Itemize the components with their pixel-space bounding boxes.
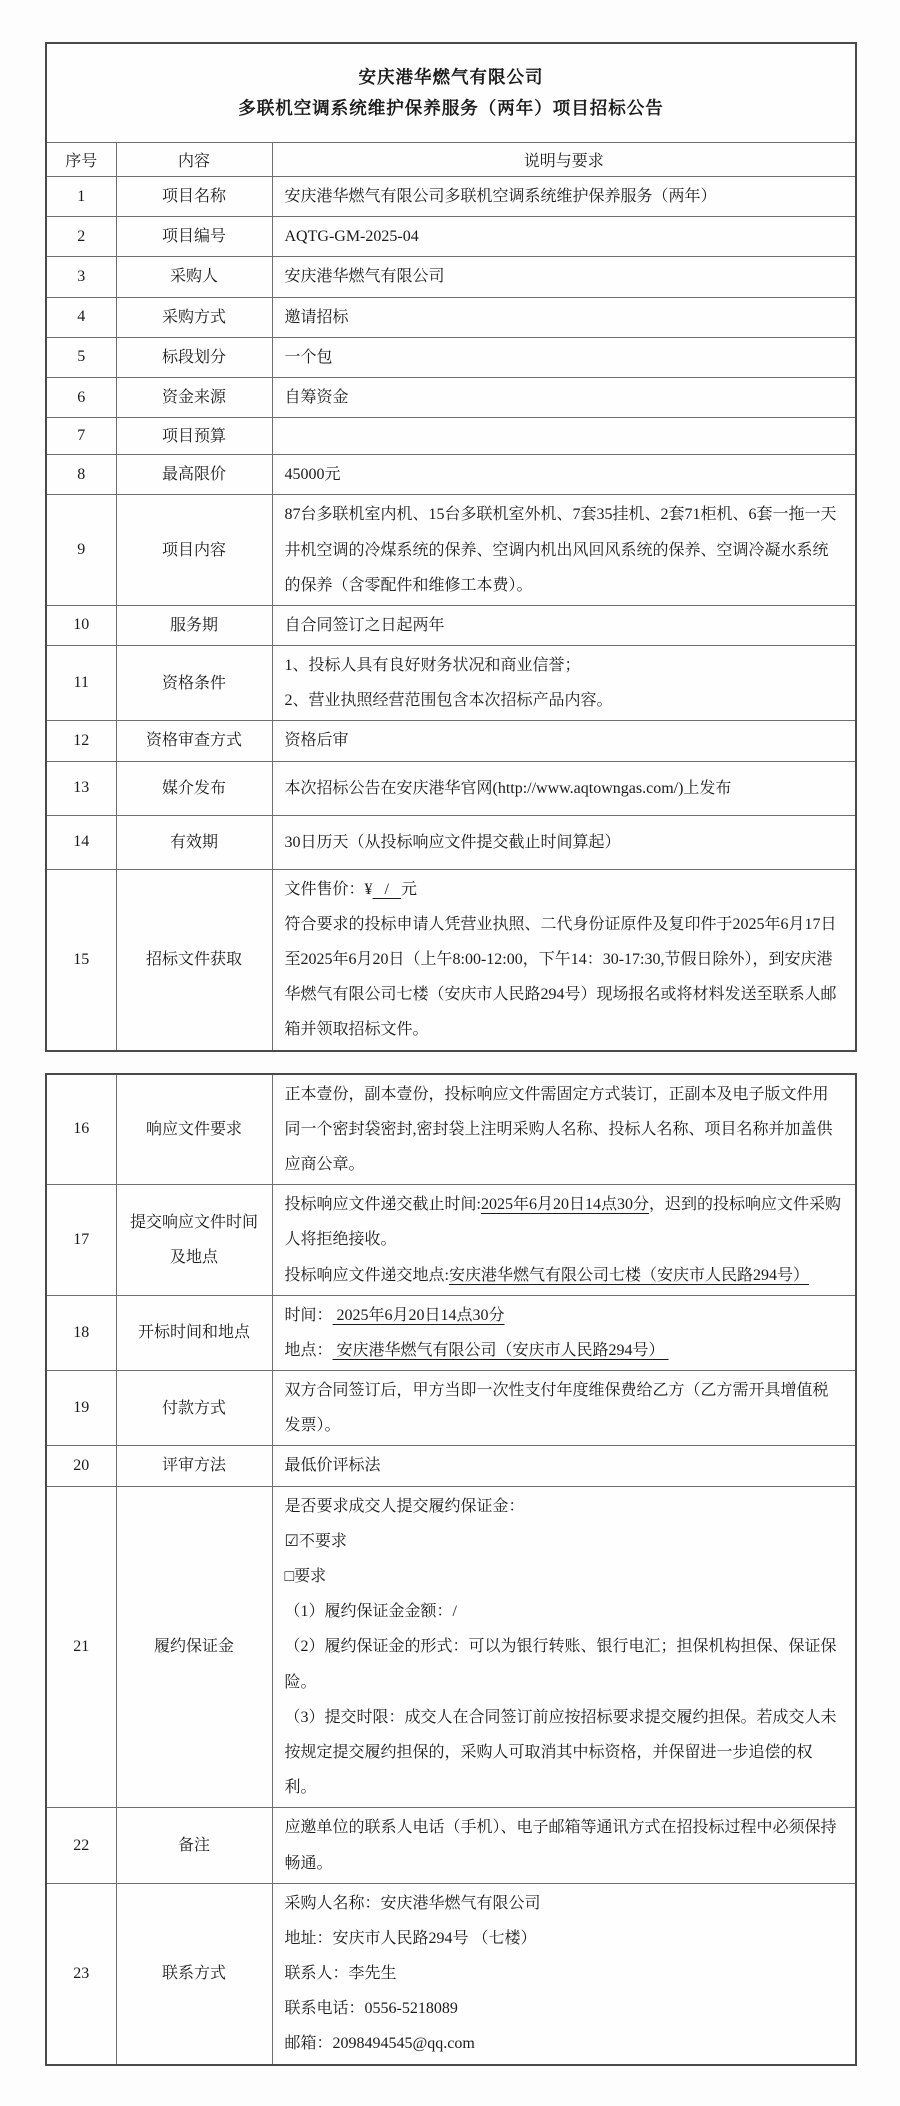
table-row: [46, 1446, 856, 1486]
open-time-line: [285, 1298, 844, 1333]
table-row: [46, 605, 856, 645]
doc-price-line: [285, 872, 844, 907]
row-desc: AQTG-GM-2025-04: [272, 217, 856, 257]
row-label: 资格条件: [116, 646, 272, 721]
row-number: 18: [46, 1295, 116, 1370]
row-label: 标段划分: [116, 337, 272, 377]
row-label: 服务期: [116, 605, 272, 645]
row-desc: 邀请招标: [272, 297, 856, 337]
row-number: 2: [46, 217, 116, 257]
row-desc: 本次招标公告在安庆港华官网(http://www.aqtowngas.com/)上发布: [272, 761, 856, 815]
row-number: 14: [46, 815, 116, 869]
row-label: 付款方式: [116, 1371, 272, 1446]
table-row: [46, 1486, 856, 1808]
row-desc: [272, 1295, 856, 1370]
table-row: [46, 257, 856, 297]
table-row: [46, 177, 856, 217]
contact-person-line: 联系人：李先生: [284, 1965, 397, 1983]
deadline-value: 2025年6月20日14点30分: [480, 1196, 649, 1214]
row-label: 备注: [116, 1808, 272, 1883]
row-label: 项目名称: [116, 177, 272, 217]
row-label: 开标时间和地点: [116, 1295, 272, 1370]
row-desc: [272, 869, 856, 1050]
row-number: 16: [46, 1074, 116, 1185]
row-number: 19: [46, 1371, 116, 1446]
table-row: [46, 217, 856, 257]
row-number: 7: [46, 418, 116, 455]
row-number: 22: [46, 1808, 116, 1883]
row-label: 响应文件要求: [116, 1074, 272, 1185]
announcement-table-continued: [45, 1073, 857, 2066]
guarantee-question: 是否要求成交人提交履约保证金：: [284, 1497, 525, 1515]
row-number: 4: [46, 297, 116, 337]
row-number: 15: [46, 869, 116, 1050]
row-label: 联系方式: [116, 1883, 272, 2064]
table-row: [46, 869, 856, 1050]
row-desc: 安庆港华燃气有限公司多联机空调系统维护保养服务（两年）: [272, 177, 856, 217]
checkbox-checked-icon: ☑: [284, 1532, 299, 1550]
table-row: [46, 721, 856, 761]
table-row: [46, 495, 856, 606]
desc-line: 符合要求的投标申请人凭营业执照、二代身份证原件及复印件于2025年6月17日至2025年6月20日（上午8:00-12:00，下午14：30-17:30,节假日除外），到安庆港华燃气有限公司七楼（安庆市人民路294号）现场报名或将材料发送至联系人邮箱并领取招标文件。: [284, 915, 837, 1039]
table-row: [46, 418, 856, 455]
contact-address-line: 地址：安庆市人民路294号 （七楼）: [284, 1929, 537, 1947]
guarantee-option-no-label: 不要求: [298, 1532, 347, 1550]
row-label: 项目预算: [116, 418, 272, 455]
row-desc: 正本壹份，副本壹份，投标响应文件需固定方式装订，正副本及电子版文件用同一个密封袋密封,密封袋上注明采购人名称、投标人名称、项目名称并加盖供应商公章。: [272, 1074, 856, 1185]
doc-subtitle: 多联机空调系统维护保养服务（两年）项目招标公告: [238, 98, 664, 118]
open-place-line: [285, 1333, 844, 1368]
contact-phone-line: 联系电话：0556-5218089: [284, 2000, 458, 2018]
row-desc: 双方合同签订后，甲方当即一次性支付年度维保费给乙方（乙方需开具增值税发票）。: [272, 1371, 856, 1446]
row-desc: 安庆港华燃气有限公司: [272, 257, 856, 297]
table-row: [46, 1371, 856, 1446]
row-label: 项目内容: [116, 495, 272, 606]
table-row: [46, 1883, 856, 2064]
deadline-label: 投标响应文件递交截止时间:: [284, 1196, 481, 1214]
row-label: 评审方法: [116, 1446, 272, 1486]
guarantee-option-yes-label: 要求: [294, 1568, 327, 1585]
guarantee-option-no: [285, 1524, 844, 1559]
row-label: 采购人: [116, 257, 272, 297]
row-desc: 自筹资金: [272, 377, 856, 417]
table-row: [46, 1808, 856, 1883]
table-row: [46, 455, 856, 495]
row-number: 23: [46, 1883, 116, 2064]
desc-line: 2、营业执照经营范围包含本次招标产品内容。: [284, 692, 613, 710]
row-label: 资格审查方式: [116, 721, 272, 761]
row-label: 招标文件获取: [116, 869, 272, 1050]
row-number: 6: [46, 377, 116, 417]
submit-place-line: [285, 1258, 844, 1293]
row-number: 9: [46, 495, 116, 606]
table-row: [46, 1295, 856, 1370]
guarantee-item: （3）提交时限：成交人在合同签订前应按招标要求提交履约担保。若成交人未按规定提交履约担保的，采购人可取消其中标资格，并保留进一步追偿的权利。: [284, 1708, 837, 1797]
doc-title: 安庆港华燃气有限公司: [358, 66, 544, 87]
row-label: 项目编号: [116, 217, 272, 257]
row-number: 13: [46, 761, 116, 815]
price-suffix: 元: [400, 880, 417, 898]
col-header-content: 内容: [116, 143, 272, 177]
row-desc: 45000元: [272, 455, 856, 495]
row-label: 媒介发布: [116, 761, 272, 815]
table-row: [46, 297, 856, 337]
row-desc: [272, 1486, 856, 1808]
row-number: 1: [46, 177, 116, 217]
col-header-no: 序号: [46, 143, 116, 177]
open-time-label: 时间：: [284, 1306, 333, 1324]
row-desc: [272, 646, 856, 721]
price-prefix: 文件售价：¥: [284, 880, 373, 898]
row-desc: [272, 418, 856, 455]
announcement-table-main: [45, 42, 857, 1052]
row-label: 提交响应文件时间及地点: [116, 1185, 272, 1296]
row-number: 21: [46, 1486, 116, 1808]
col-header-desc: 说明与要求: [272, 143, 856, 177]
table-row: [46, 1185, 856, 1296]
table-row: [46, 761, 856, 815]
table-row: [46, 377, 856, 417]
row-number: 17: [46, 1185, 116, 1296]
table-row: [46, 815, 856, 869]
title-cell: [46, 43, 856, 143]
row-number: 8: [46, 455, 116, 495]
checkbox-unchecked-icon: □: [284, 1568, 295, 1585]
row-desc: 最低价评标法: [272, 1446, 856, 1486]
row-label: 履约保证金: [116, 1486, 272, 1808]
row-desc: 资格后审: [272, 721, 856, 761]
row-desc: [272, 1185, 856, 1296]
row-number: 20: [46, 1446, 116, 1486]
row-desc: 自合同签订之日起两年: [272, 605, 856, 645]
row-desc: 应邀单位的联系人电话（手机）、电子邮箱等通讯方式在招投标过程中必须保持畅通。: [272, 1808, 856, 1883]
guarantee-item: （1）履约保证金金额：/: [284, 1603, 457, 1621]
table-row: [46, 337, 856, 377]
row-desc: 一个包: [272, 337, 856, 377]
guarantee-item: （2）履约保证金的形式：可以为银行转账、银行电汇；担保机构担保、保证保险。: [284, 1638, 837, 1691]
deadline-note: ，迟到的投标响应文件采购人将拒绝接收。: [284, 1196, 841, 1249]
row-number: 12: [46, 721, 116, 761]
row-desc: 87台多联机室内机、15台多联机室外机、7套35挂机、2套71柜机、6套一拖一天井机空调的冷煤系统的保养、空调内机出风回风系统的保养、空调冷凝水系统的保养（含零配件和维修工本费）。: [272, 495, 856, 606]
table-row: [46, 1074, 856, 1185]
guarantee-option-yes: [285, 1559, 844, 1594]
open-time-value: 2025年6月20日14点30分: [332, 1306, 505, 1324]
price-blank-underline: /: [372, 880, 401, 898]
row-label: 最高限价: [116, 455, 272, 495]
open-place-value: 安庆港华燃气有限公司（安庆市人民路294号）: [332, 1341, 669, 1359]
place-value: 安庆港华燃气有限公司七楼（安庆市人民路294号）: [448, 1266, 809, 1284]
row-number: 3: [46, 257, 116, 297]
row-label: 资金来源: [116, 377, 272, 417]
title-row: [46, 43, 856, 143]
contact-email-line: 邮箱：2098494545@qq.com: [284, 2035, 475, 2053]
row-number: 11: [46, 646, 116, 721]
place-label: 投标响应文件递交地点:: [284, 1266, 449, 1284]
deadline-line: [285, 1187, 844, 1257]
open-place-label: 地点：: [284, 1341, 333, 1359]
header-row: [46, 143, 856, 177]
row-label: 有效期: [116, 815, 272, 869]
row-number: 10: [46, 605, 116, 645]
row-number: 5: [46, 337, 116, 377]
desc-line: 1、投标人具有良好财务状况和商业信誉；: [284, 657, 581, 675]
table-row: [46, 646, 856, 721]
row-label: 采购方式: [116, 297, 272, 337]
row-desc: [272, 1883, 856, 2064]
row-desc: 30日历天（从投标响应文件提交截止时间算起）: [272, 815, 856, 869]
contact-purchaser-line: 采购人名称：安庆港华燃气有限公司: [284, 1894, 541, 1912]
